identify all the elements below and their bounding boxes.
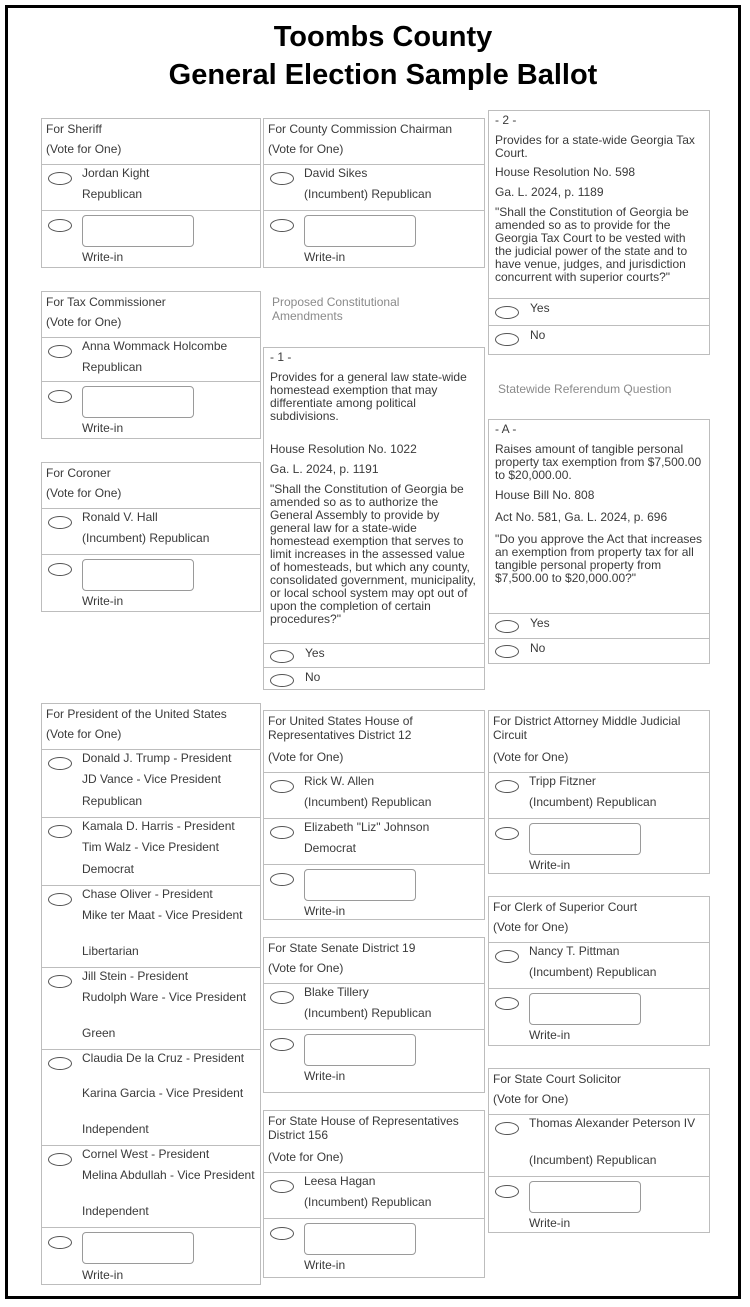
candidate-row[interactable] [489,942,709,988]
vote-for-one: (Vote for One) [268,750,344,764]
candidate-president: Chase Oliver - President [82,887,213,901]
candidate-vice-president: Rudolph Ware - Vice President [82,990,247,1004]
candidate-party: (Incumbent) Republican [304,795,432,809]
vote-oval[interactable] [270,780,294,793]
amendment-1 [263,347,485,690]
candidate-vice-president: Karina Garcia - Vice President [82,1086,244,1100]
amendment-question: "Shall the Constitution of Georgia be amended so as to authorize the General Assembly to provide by general law for a state-wide homestead exemption that serves to limit increases in the assessed value of homesteads, but which any county, consolidated government, municipality, or local school system may opt out of upon the completion of certain procedures?" [270,482,476,626]
vote-for-one: (Vote for One) [268,1150,344,1164]
write-in-row[interactable] [264,210,484,270]
candidate-row[interactable] [489,1114,709,1176]
candidate-party: Independent [82,1204,149,1218]
vote-for-one: (Vote for One) [268,961,344,975]
contest-title: For State House of Representatives District 156 [268,1114,459,1142]
amendment-description: Provides for a state-wide Georgia Tax Court. [495,133,695,160]
vote-oval[interactable] [270,1180,294,1193]
vote-for-one: (Vote for One) [46,142,122,156]
vote-oval[interactable] [48,390,72,403]
referendum-question: "Do you approve the Act that increases an exemption from property tax for all tangible personal property from $7,500.00 to $20,000.00?" [495,532,703,585]
write-in-label: Write-in [82,250,124,264]
amendment-number: - 1 - [270,350,292,364]
vote-for-one: (Vote for One) [46,727,122,741]
contest-us-house [263,710,485,920]
write-in-field[interactable] [529,823,641,855]
vote-for-one: (Vote for One) [46,486,122,500]
write-in-row[interactable] [264,1218,484,1278]
write-in-row[interactable] [42,1227,260,1289]
contest-title: For County Commission Chairman [268,122,453,136]
vote-oval[interactable] [48,563,72,576]
candidate-name: Blake Tillery [304,985,369,999]
vote-oval[interactable] [270,826,294,839]
vote-oval[interactable] [495,1122,519,1135]
vote-oval[interactable] [270,172,294,185]
vote-oval[interactable] [48,825,72,838]
candidate-party: Green [82,1026,116,1040]
candidate-party: Republican [82,794,143,808]
contest-title: For Tax Commissioner [46,295,166,309]
candidate-party: Democrat [82,862,135,876]
contest-commission-chairman [263,118,485,268]
contest-title: For Sheriff [46,122,102,136]
candidate-president: Claudia De la Cruz - President [82,1051,245,1065]
candidate-president: Kamala D. Harris - President [82,819,235,833]
write-in-row[interactable] [489,1176,709,1236]
no-label: No [530,641,546,655]
vote-oval[interactable] [270,873,294,886]
candidate-name: Rick W. Allen [304,774,375,788]
write-in-field[interactable] [82,559,194,591]
candidate-name: Thomas Alexander Peterson IV [529,1116,696,1130]
referendum-number: - A - [495,422,517,436]
vote-oval[interactable] [270,991,294,1004]
write-in-label: Write-in [82,594,124,608]
referendum-a [488,419,710,664]
contest-title: For Clerk of Superior Court [493,900,638,914]
write-in-field[interactable] [82,215,194,247]
section-label-referendum: Statewide Referendum Question [498,382,672,396]
write-in-row[interactable] [489,818,709,878]
write-in-label: Write-in [529,1216,571,1230]
candidate-row[interactable] [264,983,484,1029]
candidate-party: (Incumbent) Republican [82,531,210,545]
vote-oval[interactable] [48,172,72,185]
candidate-party: (Incumbent) Republican [529,795,657,809]
candidate-row[interactable] [42,1145,260,1227]
candidate-name: Tripp Fitzner [529,774,596,788]
contest-state-senate [263,937,485,1093]
vote-oval[interactable] [495,780,519,793]
vote-for-one: (Vote for One) [493,920,569,934]
contest-sheriff [41,118,261,268]
no-row[interactable] [489,325,709,353]
write-in-row[interactable] [42,554,260,614]
candidate-row[interactable] [42,885,260,967]
vote-oval[interactable] [270,219,294,232]
candidate-name: David Sikes [304,166,368,180]
vote-for-one: (Vote for One) [268,142,344,156]
candidate-row[interactable] [42,749,260,817]
vote-oval[interactable] [48,345,72,358]
candidate-row[interactable] [42,164,260,210]
candidate-party: (Incumbent) Republican [304,187,432,201]
vote-oval[interactable] [495,306,519,319]
candidate-vice-president: Tim Walz - Vice President [82,840,219,854]
write-in-field[interactable] [304,1223,416,1255]
vote-for-one: (Vote for One) [46,315,122,329]
candidate-vice-president: Mike ter Maat - Vice President [82,908,243,922]
write-in-label: Write-in [304,1069,346,1083]
write-in-field[interactable] [82,1232,194,1264]
candidate-row[interactable] [42,508,260,554]
yes-row[interactable] [489,298,709,325]
candidate-party: Independent [82,1122,149,1136]
candidate-row[interactable] [264,772,484,818]
contest-title: For District Attorney Middle Judicial Circuit [493,714,681,742]
yes-label: Yes [530,616,550,630]
vote-oval[interactable] [48,893,72,906]
write-in-row[interactable] [489,988,709,1048]
candidate-party: (Incumbent) Republican [529,1153,657,1167]
write-in-field[interactable] [304,1034,416,1066]
candidate-vice-president: Melina Abdullah - Vice President [82,1168,255,1182]
candidate-president: Donald J. Trump - President [82,751,232,765]
ballot-title-election: General Election Sample Ballot [168,59,598,91]
contest-title: For State Senate District 19 [268,941,416,955]
write-in-label: Write-in [304,250,346,264]
write-in-label: Write-in [304,1258,346,1272]
contest-tax-commissioner [41,291,261,439]
no-label: No [305,670,321,684]
candidate-party: (Incumbent) Republican [529,965,657,979]
write-in-field[interactable] [82,386,194,418]
contest-district-attorney [488,710,710,874]
vote-oval[interactable] [48,975,72,988]
vote-oval[interactable] [48,757,72,770]
yes-row[interactable] [489,613,709,638]
vote-oval[interactable] [495,997,519,1010]
write-in-row[interactable] [264,1029,484,1089]
vote-oval[interactable] [495,827,519,840]
vote-for-one: (Vote for One) [493,750,569,764]
vote-oval[interactable] [270,1227,294,1240]
candidate-row[interactable] [264,1172,484,1218]
write-in-field[interactable] [304,215,416,247]
vote-oval[interactable] [48,1236,72,1249]
no-row[interactable] [264,667,484,692]
contest-state-court-solicitor [488,1068,710,1233]
candidate-party: Republican [82,187,143,201]
candidate-party: (Incumbent) Republican [304,1006,432,1020]
contest-state-house [263,1110,485,1278]
write-in-label: Write-in [529,1028,571,1042]
yes-row[interactable] [264,643,484,667]
amendment-question: "Shall the Constitution of Georgia be amended so as to provide for the Georgia Tax Court to be vested with the judicial power of the state and to have venue, judges, and jurisdiction concurrent with superior courts?" [495,205,689,284]
write-in-row[interactable] [42,381,260,441]
ballot-title-county: Toombs County [273,21,493,53]
candidate-name: Ronald V. Hall [82,510,158,524]
write-in-label: Write-in [529,858,571,872]
candidate-row[interactable] [42,1049,260,1145]
amendment-2 [488,110,710,355]
contest-president [41,703,261,1285]
vote-oval[interactable] [48,516,72,529]
section-label-amendments: Proposed Constitutional Amendments [272,295,400,323]
contest-clerk-superior-court [488,896,710,1046]
referendum-bill: House Bill No. 808 [495,488,595,502]
candidate-party: Democrat [304,841,357,855]
candidate-row[interactable] [42,967,260,1049]
write-in-label: Write-in [82,1268,124,1282]
write-in-row[interactable] [42,210,260,270]
write-in-row[interactable] [264,864,484,924]
amendment-law: Ga. L. 2024, p. 1191 [270,462,379,476]
write-in-label: Write-in [304,904,346,918]
candidate-president: Jill Stein - President [82,969,189,983]
vote-oval[interactable] [495,333,519,346]
amendment-description: Provides for a general law state-wide homestead exemption that may differentiate among political subdivisions. [270,370,467,423]
candidate-row[interactable] [42,817,260,885]
candidate-row[interactable] [264,818,484,864]
candidate-name: Jordan Kight [82,166,150,180]
candidate-name: Nancy T. Pittman [529,944,620,958]
no-label: No [530,328,546,342]
candidate-row[interactable] [42,337,260,381]
candidate-name: Leesa Hagan [304,1174,376,1188]
no-row[interactable] [489,638,709,663]
vote-oval[interactable] [48,1057,72,1070]
write-in-field[interactable] [304,869,416,901]
amendment-number: - 2 - [495,113,517,127]
write-in-field[interactable] [529,1181,641,1213]
amendment-resolution: House Resolution No. 598 [495,165,636,179]
write-in-label: Write-in [82,421,124,435]
referendum-act: Act No. 581, Ga. L. 2024, p. 696 [495,510,668,524]
referendum-description: Raises amount of tangible personal property tax exemption from $7,500.00 to $20,000.00. [495,442,702,482]
vote-oval[interactable] [495,1185,519,1198]
yes-label: Yes [305,646,325,660]
vote-for-one: (Vote for One) [493,1092,569,1106]
vote-oval[interactable] [495,950,519,963]
contest-coroner [41,462,261,612]
candidate-party: Libertarian [82,944,139,958]
candidate-president: Cornel West - President [82,1147,210,1161]
candidate-party: Republican [82,360,143,374]
candidate-vice-president: JD Vance - Vice President [82,772,221,786]
vote-oval[interactable] [270,650,294,663]
vote-oval[interactable] [270,674,294,687]
amendment-law: Ga. L. 2024, p. 1189 [495,185,604,199]
vote-oval[interactable] [495,645,519,658]
candidate-name: Elizabeth "Liz" Johnson [304,820,430,834]
contest-title: For United States House of Representatives District 12 [268,714,413,742]
vote-oval[interactable] [270,1038,294,1051]
vote-oval[interactable] [48,1153,72,1166]
vote-oval[interactable] [48,219,72,232]
contest-title: For State Court Solicitor [493,1072,622,1086]
candidate-row[interactable] [489,772,709,818]
vote-oval[interactable] [495,620,519,633]
contest-title: For Coroner [46,466,111,480]
candidate-name: Anna Wommack Holcombe [82,339,228,353]
yes-label: Yes [530,301,550,315]
candidate-row[interactable] [264,164,484,210]
candidate-party: (Incumbent) Republican [304,1195,432,1209]
amendment-resolution: House Resolution No. 1022 [270,442,417,456]
contest-title: For President of the United States [46,707,227,721]
write-in-field[interactable] [529,993,641,1025]
